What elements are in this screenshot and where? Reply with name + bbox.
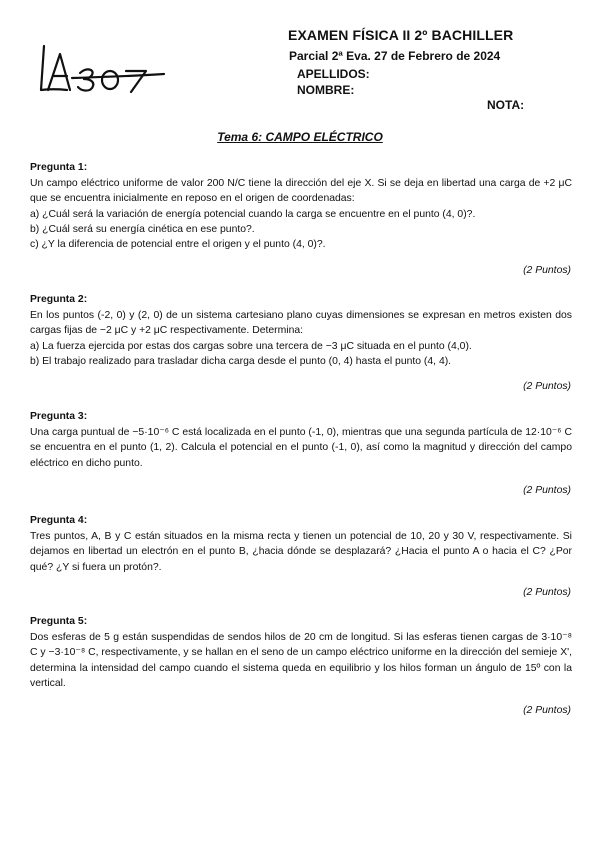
question-5 [30,614,572,691]
question-body: Dos esferas de 5 g están suspendidas de sendos hilos de 20 cm de longitud. Si las esferas tienen cargas de 3·10⁻⁸ C y −3·10⁻⁸ C, respectivamente, y se hallan en el seno de un campo eléctrico uniforme en la dirección del semieje X', determina la intensidad del campo cuando el sistema queda en equilibrio y los hilos forman un ángulo de 15º con la vertical. [30,632,572,689]
question-title: Pregunta 4: [30,515,88,526]
question-item: a) ¿Cuál será la variación de energía potencial cuando la carga se encuentre en el punto (4, 0)?. [30,208,476,220]
question-item: a) La fuerza ejercida por estas dos cargas sobre una tercera de −3 μC situada en el punto (4,0). [30,340,472,352]
question-body: Una carga puntual de −5·10⁻⁶ C está localizada en el punto (-1, 0), mientras que una segunda partícula de 12·10⁻⁶ C se encuentra en el punto (1, 2). Calcula el potencial en el punto (-1, 0), así como la magnitud y dirección del campo eléctrico en dicho punto. [30,427,572,469]
apellidos-label: APELLIDOS: [297,67,370,81]
la307-logo [34,40,170,96]
question-2 [30,292,572,369]
question-points: (2 Puntos) [523,705,571,716]
question-body: En los puntos (-2, 0) y (2, 0) de un sistema cartesiano plano cuyas dimensiones se expresan en metros existen dos cargas fijas de −2 μC y +2 μC respectivamente. Determina: [30,310,572,337]
question-title: Pregunta 2: [30,294,88,305]
question-4 [30,513,572,575]
topic-heading: Tema 6: CAMPO ELÉCTRICO [217,130,383,144]
question-3 [30,409,572,471]
question-title: Pregunta 1: [30,162,88,173]
exam-title: EXAMEN FÍSICA II 2º BACHILLER [288,27,514,43]
question-points: (2 Puntos) [523,587,571,598]
question-points: (2 Puntos) [523,485,571,496]
question-title: Pregunta 5: [30,616,88,627]
nombre-label: NOMBRE: [297,83,355,97]
exam-subtitle: Parcial 2ª Eva. 27 de Febrero de 2024 [289,49,501,63]
question-points: (2 Puntos) [523,381,571,392]
question-item: b) El trabajo realizado para trasladar dicha carga desde el punto (0, 4) hasta el punto (4, 4). [30,355,452,367]
question-1 [30,160,572,252]
nota-label: NOTA: [487,98,525,112]
question-body: Tres puntos, A, B y C están situados en la misma recta y tienen un potencial de 10, 20 y 30 V, respectivamente. Si dejamos en libertad un electrón en el punto B, ¿hacia dónde se desplazará? ¿Hacia el punto A o hacia el C? ¿Por qué? ¿Y si fuera un protón?. [30,531,572,573]
question-item: b) ¿Cuál será su energía cinética en ese punto?. [30,223,255,235]
question-item: c) ¿Y la diferencia de potencial entre el origen y el punto (4, 0)?. [30,239,326,251]
question-points: (2 Puntos) [523,265,571,276]
question-body: Un campo eléctrico uniforme de valor 200 N/C tiene la dirección del eje X. Si se deja en libertad una carga de +2 μC que se encuentra inicialmente en reposo en el origen de coordenadas: [30,178,572,205]
question-title: Pregunta 3: [30,411,88,422]
